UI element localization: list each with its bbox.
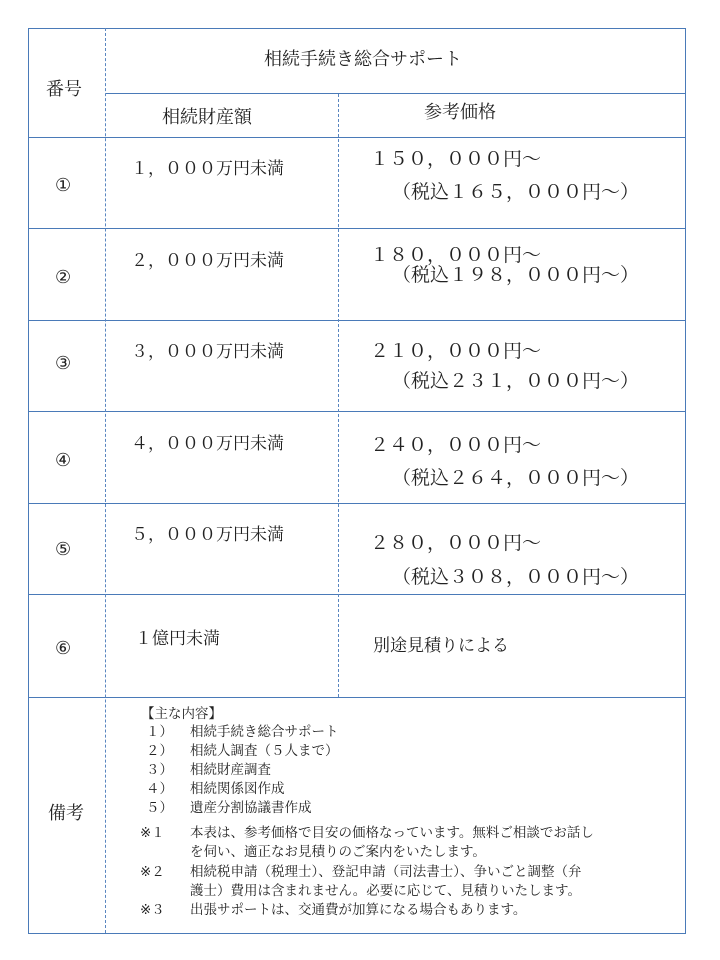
row-divider-header [28, 137, 686, 138]
row-price-tax: （税込３０８，０００円～） [392, 566, 640, 588]
row-price-tax: （税込２６４，０００円～） [392, 467, 640, 489]
remarks-item-text: 相続人調査（５人まで） [190, 743, 339, 759]
remarks-note-line: 本表は、参考価格で目安の価格なっています。無料ご相談でお話し [190, 825, 594, 841]
header-service-title: 相続手続き総合サポート [264, 49, 462, 70]
row-price: ２８０，０００円～ [370, 532, 542, 554]
remarks-item-text: 相続手続き総合サポート [190, 724, 339, 740]
row-number: ⑥ [55, 638, 72, 659]
column-divider-price [338, 94, 339, 697]
row-divider-1 [28, 228, 686, 229]
row-number: ⑤ [55, 539, 72, 560]
remarks-item-number: ４） [146, 781, 173, 797]
remarks-note-mark: ※２ [140, 864, 165, 880]
row-divider-6 [28, 697, 686, 698]
remarks-heading: 【主な内容】 [141, 706, 222, 722]
row-estate: ２，０００万円未満 [131, 251, 284, 271]
row-price-tax: （税込２３１，０００円～） [392, 370, 640, 392]
remarks-item-number: １） [146, 724, 173, 740]
row-divider-5 [28, 594, 686, 595]
row-divider-4 [28, 503, 686, 504]
remarks-item-text: 相続関係図作成 [190, 781, 285, 797]
header-col-price: 参考価格 [424, 102, 496, 123]
header-divider [106, 93, 686, 94]
row-estate: １億円未満 [135, 629, 220, 649]
remarks-note-line: 護士）費用は含まれません。必要に応じて、見積りいたします。 [190, 883, 581, 899]
row-price: ２４０，０００円～ [370, 434, 542, 456]
row-price: １５０，０００円～ [370, 148, 542, 170]
row-estate: ３，０００万円未満 [131, 342, 284, 362]
row-divider-2 [28, 320, 686, 321]
remarks-label: 備考 [48, 803, 84, 824]
row-estate: ４，０００万円未満 [131, 434, 284, 454]
table-border-bottom [28, 933, 686, 934]
remarks-note-mark: ※３ [140, 902, 165, 918]
remarks-item-text: 遺産分割協議書作成 [190, 800, 312, 816]
row-price: ２１０，０００円～ [370, 340, 542, 362]
row-price: １８０，０００円～ [370, 244, 542, 266]
row-number: ② [55, 267, 72, 288]
table-border-right [685, 28, 686, 933]
remarks-note-mark: ※１ [140, 825, 165, 841]
row-number: ① [55, 175, 72, 196]
remarks-item-number: ３） [146, 762, 173, 778]
row-divider-3 [28, 411, 686, 412]
row-number: ③ [55, 353, 72, 374]
row-price-tax: （税込１６５，０００円～） [392, 181, 640, 203]
row-price: 別途見積りによる [373, 636, 509, 656]
row-estate: ５，０００万円未満 [131, 525, 284, 545]
remarks-note-line: を伺い、適正なお見積りのご案内をいたします。 [190, 844, 486, 860]
remarks-item-number: ２） [146, 743, 173, 759]
row-price-tax: （税込１９８，０００円～） [392, 264, 640, 286]
table-border-left [28, 28, 29, 933]
remarks-note-line: 相続税申請（税理士）、登記申請（司法書士）、争いごと調整（弁 [190, 864, 582, 880]
remarks-item-number: ５） [146, 800, 173, 816]
remarks-item-text: 相続財産調査 [190, 762, 271, 778]
remarks-note-line: 出張サポートは、交通費が加算になる場合もあります。 [190, 902, 527, 918]
column-divider-number [105, 28, 106, 933]
row-number: ④ [55, 450, 72, 471]
header-col-estate: 相続財産額 [162, 107, 252, 128]
header-number-label: 番号 [46, 79, 82, 100]
row-estate: １，０００万円未満 [131, 159, 284, 179]
table-border-top [28, 28, 686, 29]
